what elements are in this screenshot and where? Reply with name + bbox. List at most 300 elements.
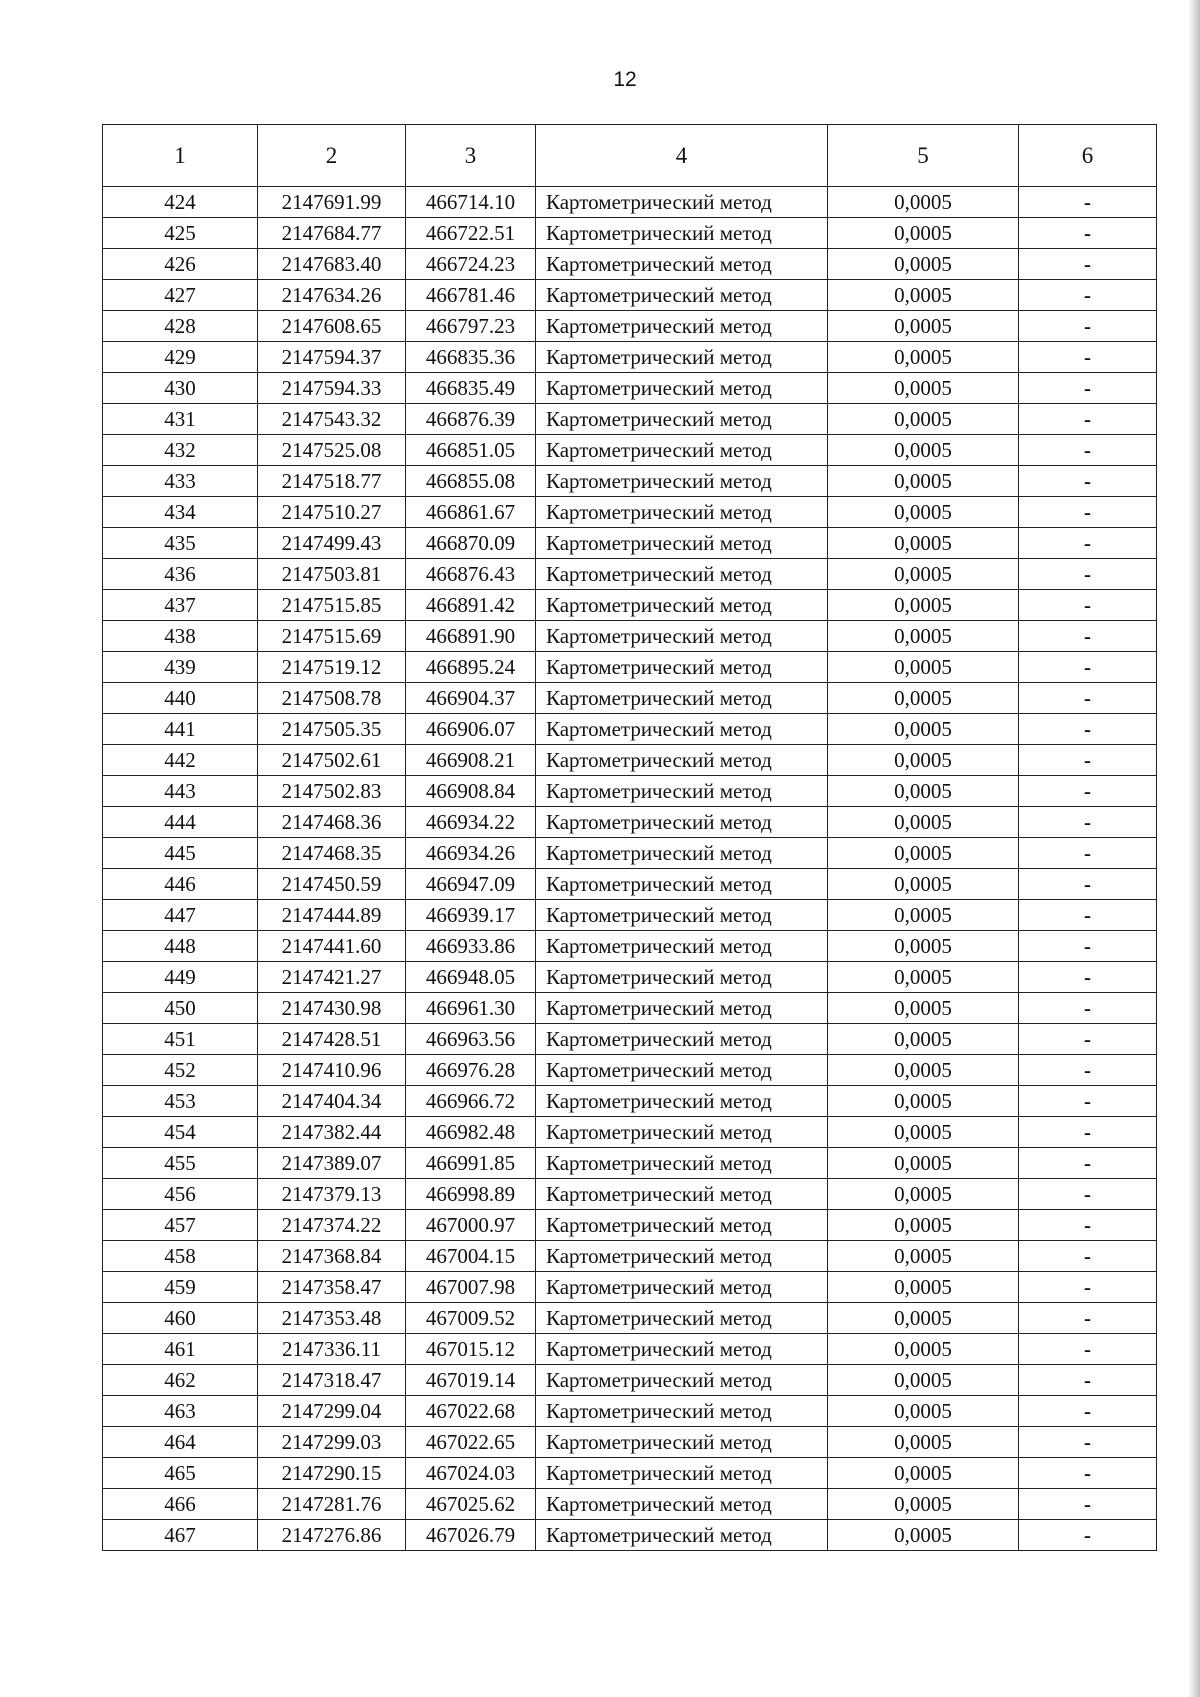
table-row xyxy=(103,776,1157,807)
cell-accuracy: 0,0005 xyxy=(828,1365,1019,1396)
cell-note: - xyxy=(1019,993,1157,1024)
cell-y-coordinate: 467007.98 xyxy=(406,1272,536,1303)
cell-x-coordinate: 2147428.51 xyxy=(258,1024,406,1055)
cell-y-coordinate: 466908.21 xyxy=(406,745,536,776)
cell-accuracy: 0,0005 xyxy=(828,559,1019,590)
cell-point-number: 443 xyxy=(103,776,258,807)
cell-point-number: 444 xyxy=(103,807,258,838)
table-row xyxy=(103,838,1157,869)
cell-y-coordinate: 466870.09 xyxy=(406,528,536,559)
cell-point-number: 456 xyxy=(103,1179,258,1210)
cell-note: - xyxy=(1019,590,1157,621)
cell-x-coordinate: 2147299.04 xyxy=(258,1396,406,1427)
cell-x-coordinate: 2147382.44 xyxy=(258,1117,406,1148)
scan-edge xyxy=(1188,0,1200,1697)
cell-point-number: 428 xyxy=(103,311,258,342)
cell-x-coordinate: 2147389.07 xyxy=(258,1148,406,1179)
table-row xyxy=(103,931,1157,962)
cell-note: - xyxy=(1019,838,1157,869)
cell-point-number: 437 xyxy=(103,590,258,621)
cell-method: Картометрический метод xyxy=(536,187,828,218)
cell-point-number: 438 xyxy=(103,621,258,652)
cell-x-coordinate: 2147281.76 xyxy=(258,1489,406,1520)
cell-method: Картометрический метод xyxy=(536,497,828,528)
table-row xyxy=(103,1334,1157,1365)
cell-method: Картометрический метод xyxy=(536,435,828,466)
cell-accuracy: 0,0005 xyxy=(828,1179,1019,1210)
cell-y-coordinate: 466904.37 xyxy=(406,683,536,714)
cell-method: Картометрический метод xyxy=(536,1427,828,1458)
cell-point-number: 430 xyxy=(103,373,258,404)
cell-x-coordinate: 2147691.99 xyxy=(258,187,406,218)
cell-y-coordinate: 466982.48 xyxy=(406,1117,536,1148)
cell-y-coordinate: 466963.56 xyxy=(406,1024,536,1055)
cell-x-coordinate: 2147508.78 xyxy=(258,683,406,714)
cell-method: Картометрический метод xyxy=(536,652,828,683)
cell-y-coordinate: 466991.85 xyxy=(406,1148,536,1179)
cell-note: - xyxy=(1019,683,1157,714)
cell-point-number: 462 xyxy=(103,1365,258,1396)
cell-note: - xyxy=(1019,1520,1157,1551)
cell-note: - xyxy=(1019,776,1157,807)
cell-point-number: 458 xyxy=(103,1241,258,1272)
cell-note: - xyxy=(1019,1179,1157,1210)
cell-y-coordinate: 466933.86 xyxy=(406,931,536,962)
cell-point-number: 463 xyxy=(103,1396,258,1427)
cell-y-coordinate: 467022.65 xyxy=(406,1427,536,1458)
cell-point-number: 440 xyxy=(103,683,258,714)
cell-note: - xyxy=(1019,559,1157,590)
cell-point-number: 457 xyxy=(103,1210,258,1241)
table-row xyxy=(103,404,1157,435)
cell-y-coordinate: 466998.89 xyxy=(406,1179,536,1210)
cell-x-coordinate: 2147594.37 xyxy=(258,342,406,373)
header-col-1: 1 xyxy=(103,125,258,187)
cell-y-coordinate: 466976.28 xyxy=(406,1055,536,1086)
cell-note: - xyxy=(1019,1396,1157,1427)
cell-point-number: 436 xyxy=(103,559,258,590)
cell-accuracy: 0,0005 xyxy=(828,466,1019,497)
cell-note: - xyxy=(1019,1427,1157,1458)
cell-method: Картометрический метод xyxy=(536,1086,828,1117)
cell-point-number: 465 xyxy=(103,1458,258,1489)
cell-method: Картометрический метод xyxy=(536,590,828,621)
cell-accuracy: 0,0005 xyxy=(828,1520,1019,1551)
cell-method: Картометрический метод xyxy=(536,621,828,652)
cell-x-coordinate: 2147543.32 xyxy=(258,404,406,435)
cell-method: Картометрический метод xyxy=(536,559,828,590)
cell-point-number: 455 xyxy=(103,1148,258,1179)
cell-note: - xyxy=(1019,249,1157,280)
cell-accuracy: 0,0005 xyxy=(828,869,1019,900)
cell-point-number: 446 xyxy=(103,869,258,900)
cell-note: - xyxy=(1019,280,1157,311)
cell-accuracy: 0,0005 xyxy=(828,1334,1019,1365)
cell-point-number: 464 xyxy=(103,1427,258,1458)
cell-method: Картометрический метод xyxy=(536,528,828,559)
cell-y-coordinate: 467004.15 xyxy=(406,1241,536,1272)
cell-note: - xyxy=(1019,1117,1157,1148)
cell-point-number: 441 xyxy=(103,714,258,745)
cell-method: Картометрический метод xyxy=(536,1272,828,1303)
cell-x-coordinate: 2147379.13 xyxy=(258,1179,406,1210)
cell-method: Картометрический метод xyxy=(536,404,828,435)
table-row xyxy=(103,1117,1157,1148)
cell-accuracy: 0,0005 xyxy=(828,683,1019,714)
cell-accuracy: 0,0005 xyxy=(828,652,1019,683)
cell-accuracy: 0,0005 xyxy=(828,218,1019,249)
cell-point-number: 459 xyxy=(103,1272,258,1303)
table-row xyxy=(103,1489,1157,1520)
cell-point-number: 433 xyxy=(103,466,258,497)
cell-x-coordinate: 2147608.65 xyxy=(258,311,406,342)
cell-method: Картометрический метод xyxy=(536,466,828,497)
cell-method: Картометрический метод xyxy=(536,1179,828,1210)
cell-method: Картометрический метод xyxy=(536,1303,828,1334)
cell-note: - xyxy=(1019,466,1157,497)
table-row xyxy=(103,1210,1157,1241)
cell-note: - xyxy=(1019,528,1157,559)
cell-accuracy: 0,0005 xyxy=(828,838,1019,869)
table-row xyxy=(103,1396,1157,1427)
cell-y-coordinate: 467019.14 xyxy=(406,1365,536,1396)
cell-accuracy: 0,0005 xyxy=(828,342,1019,373)
cell-x-coordinate: 2147444.89 xyxy=(258,900,406,931)
table-row xyxy=(103,900,1157,931)
cell-accuracy: 0,0005 xyxy=(828,931,1019,962)
cell-point-number: 461 xyxy=(103,1334,258,1365)
cell-note: - xyxy=(1019,1086,1157,1117)
table-row xyxy=(103,528,1157,559)
cell-x-coordinate: 2147510.27 xyxy=(258,497,406,528)
cell-x-coordinate: 2147358.47 xyxy=(258,1272,406,1303)
table-row xyxy=(103,249,1157,280)
cell-accuracy: 0,0005 xyxy=(828,497,1019,528)
cell-method: Картометрический метод xyxy=(536,1024,828,1055)
table-row xyxy=(103,342,1157,373)
cell-y-coordinate: 466781.46 xyxy=(406,280,536,311)
cell-note: - xyxy=(1019,1458,1157,1489)
table-row xyxy=(103,652,1157,683)
cell-accuracy: 0,0005 xyxy=(828,528,1019,559)
cell-note: - xyxy=(1019,497,1157,528)
cell-note: - xyxy=(1019,1272,1157,1303)
cell-accuracy: 0,0005 xyxy=(828,1148,1019,1179)
table-row xyxy=(103,218,1157,249)
cell-note: - xyxy=(1019,218,1157,249)
cell-x-coordinate: 2147468.36 xyxy=(258,807,406,838)
cell-accuracy: 0,0005 xyxy=(828,590,1019,621)
table-row xyxy=(103,590,1157,621)
cell-method: Картометрический метод xyxy=(536,373,828,404)
cell-method: Картометрический метод xyxy=(536,1148,828,1179)
cell-point-number: 434 xyxy=(103,497,258,528)
cell-x-coordinate: 2147368.84 xyxy=(258,1241,406,1272)
cell-x-coordinate: 2147503.81 xyxy=(258,559,406,590)
cell-y-coordinate: 467000.97 xyxy=(406,1210,536,1241)
cell-x-coordinate: 2147518.77 xyxy=(258,466,406,497)
table-row xyxy=(103,373,1157,404)
table-row xyxy=(103,1179,1157,1210)
cell-accuracy: 0,0005 xyxy=(828,962,1019,993)
cell-x-coordinate: 2147525.08 xyxy=(258,435,406,466)
cell-x-coordinate: 2147505.35 xyxy=(258,714,406,745)
cell-accuracy: 0,0005 xyxy=(828,807,1019,838)
cell-x-coordinate: 2147404.34 xyxy=(258,1086,406,1117)
cell-point-number: 448 xyxy=(103,931,258,962)
cell-y-coordinate: 466895.24 xyxy=(406,652,536,683)
cell-x-coordinate: 2147515.85 xyxy=(258,590,406,621)
cell-method: Картометрический метод xyxy=(536,776,828,807)
cell-accuracy: 0,0005 xyxy=(828,373,1019,404)
cell-accuracy: 0,0005 xyxy=(828,1210,1019,1241)
table-row xyxy=(103,1365,1157,1396)
cell-method: Картометрический метод xyxy=(536,342,828,373)
cell-x-coordinate: 2147684.77 xyxy=(258,218,406,249)
cell-x-coordinate: 2147336.11 xyxy=(258,1334,406,1365)
table-row xyxy=(103,1024,1157,1055)
cell-y-coordinate: 467024.03 xyxy=(406,1458,536,1489)
cell-x-coordinate: 2147276.86 xyxy=(258,1520,406,1551)
cell-note: - xyxy=(1019,807,1157,838)
cell-note: - xyxy=(1019,1055,1157,1086)
cell-point-number: 447 xyxy=(103,900,258,931)
cell-note: - xyxy=(1019,714,1157,745)
cell-y-coordinate: 466876.39 xyxy=(406,404,536,435)
cell-x-coordinate: 2147299.03 xyxy=(258,1427,406,1458)
cell-x-coordinate: 2147374.22 xyxy=(258,1210,406,1241)
cell-note: - xyxy=(1019,621,1157,652)
cell-accuracy: 0,0005 xyxy=(828,1055,1019,1086)
cell-method: Картометрический метод xyxy=(536,280,828,311)
cell-y-coordinate: 466908.84 xyxy=(406,776,536,807)
cell-method: Картометрический метод xyxy=(536,1396,828,1427)
cell-y-coordinate: 466835.49 xyxy=(406,373,536,404)
table-body xyxy=(103,187,1157,1551)
cell-x-coordinate: 2147594.33 xyxy=(258,373,406,404)
cell-method: Картометрический метод xyxy=(536,218,828,249)
cell-x-coordinate: 2147353.48 xyxy=(258,1303,406,1334)
table-row xyxy=(103,497,1157,528)
cell-x-coordinate: 2147519.12 xyxy=(258,652,406,683)
cell-point-number: 460 xyxy=(103,1303,258,1334)
cell-x-coordinate: 2147441.60 xyxy=(258,931,406,962)
cell-y-coordinate: 466966.72 xyxy=(406,1086,536,1117)
cell-method: Картометрический метод xyxy=(536,1365,828,1396)
cell-point-number: 449 xyxy=(103,962,258,993)
cell-accuracy: 0,0005 xyxy=(828,1489,1019,1520)
cell-point-number: 427 xyxy=(103,280,258,311)
cell-accuracy: 0,0005 xyxy=(828,1024,1019,1055)
cell-y-coordinate: 466876.43 xyxy=(406,559,536,590)
cell-accuracy: 0,0005 xyxy=(828,280,1019,311)
cell-point-number: 432 xyxy=(103,435,258,466)
header-row xyxy=(103,125,1157,187)
cell-note: - xyxy=(1019,900,1157,931)
cell-point-number: 435 xyxy=(103,528,258,559)
cell-accuracy: 0,0005 xyxy=(828,1117,1019,1148)
cell-y-coordinate: 466891.90 xyxy=(406,621,536,652)
cell-point-number: 429 xyxy=(103,342,258,373)
table-row xyxy=(103,1427,1157,1458)
cell-x-coordinate: 2147410.96 xyxy=(258,1055,406,1086)
cell-x-coordinate: 2147421.27 xyxy=(258,962,406,993)
cell-accuracy: 0,0005 xyxy=(828,1396,1019,1427)
cell-y-coordinate: 466797.23 xyxy=(406,311,536,342)
cell-note: - xyxy=(1019,311,1157,342)
header-col-3: 3 xyxy=(406,125,536,187)
cell-point-number: 426 xyxy=(103,249,258,280)
cell-method: Картометрический метод xyxy=(536,838,828,869)
cell-point-number: 424 xyxy=(103,187,258,218)
table-row xyxy=(103,466,1157,497)
table-row xyxy=(103,1520,1157,1551)
table-row xyxy=(103,714,1157,745)
cell-accuracy: 0,0005 xyxy=(828,187,1019,218)
cell-accuracy: 0,0005 xyxy=(828,776,1019,807)
cell-note: - xyxy=(1019,1241,1157,1272)
cell-note: - xyxy=(1019,869,1157,900)
cell-accuracy: 0,0005 xyxy=(828,714,1019,745)
cell-note: - xyxy=(1019,187,1157,218)
cell-y-coordinate: 467025.62 xyxy=(406,1489,536,1520)
cell-x-coordinate: 2147290.15 xyxy=(258,1458,406,1489)
cell-accuracy: 0,0005 xyxy=(828,435,1019,466)
cell-point-number: 425 xyxy=(103,218,258,249)
cell-note: - xyxy=(1019,435,1157,466)
header-col-2: 2 xyxy=(258,125,406,187)
cell-note: - xyxy=(1019,1024,1157,1055)
table-row xyxy=(103,745,1157,776)
cell-x-coordinate: 2147634.26 xyxy=(258,280,406,311)
cell-point-number: 450 xyxy=(103,993,258,1024)
cell-note: - xyxy=(1019,1334,1157,1365)
cell-accuracy: 0,0005 xyxy=(828,1086,1019,1117)
cell-method: Картометрический метод xyxy=(536,869,828,900)
cell-x-coordinate: 2147502.83 xyxy=(258,776,406,807)
cell-y-coordinate: 466934.22 xyxy=(406,807,536,838)
cell-method: Картометрический метод xyxy=(536,962,828,993)
cell-point-number: 452 xyxy=(103,1055,258,1086)
cell-method: Картометрический метод xyxy=(536,1489,828,1520)
cell-note: - xyxy=(1019,931,1157,962)
cell-point-number: 466 xyxy=(103,1489,258,1520)
cell-method: Картометрический метод xyxy=(536,1210,828,1241)
table-row xyxy=(103,187,1157,218)
cell-y-coordinate: 467026.79 xyxy=(406,1520,536,1551)
table-row xyxy=(103,1303,1157,1334)
cell-accuracy: 0,0005 xyxy=(828,1241,1019,1272)
cell-accuracy: 0,0005 xyxy=(828,745,1019,776)
cell-method: Картометрический метод xyxy=(536,931,828,962)
header-col-4: 4 xyxy=(536,125,828,187)
cell-y-coordinate: 467015.12 xyxy=(406,1334,536,1365)
table-row xyxy=(103,807,1157,838)
table-row xyxy=(103,962,1157,993)
cell-method: Картометрический метод xyxy=(536,311,828,342)
cell-method: Картометрический метод xyxy=(536,1241,828,1272)
cell-y-coordinate: 467022.68 xyxy=(406,1396,536,1427)
cell-x-coordinate: 2147468.35 xyxy=(258,838,406,869)
table-row xyxy=(103,621,1157,652)
cell-point-number: 442 xyxy=(103,745,258,776)
header-col-5: 5 xyxy=(828,125,1019,187)
table-row xyxy=(103,683,1157,714)
table-row xyxy=(103,993,1157,1024)
cell-point-number: 431 xyxy=(103,404,258,435)
cell-method: Картометрический метод xyxy=(536,1458,828,1489)
cell-accuracy: 0,0005 xyxy=(828,621,1019,652)
coordinates-table xyxy=(102,124,1157,1551)
cell-method: Картометрический метод xyxy=(536,714,828,745)
cell-y-coordinate: 466724.23 xyxy=(406,249,536,280)
cell-x-coordinate: 2147318.47 xyxy=(258,1365,406,1396)
cell-method: Картометрический метод xyxy=(536,683,828,714)
cell-x-coordinate: 2147515.69 xyxy=(258,621,406,652)
cell-y-coordinate: 466906.07 xyxy=(406,714,536,745)
cell-method: Картометрический метод xyxy=(536,1055,828,1086)
cell-method: Картометрический метод xyxy=(536,745,828,776)
cell-x-coordinate: 2147430.98 xyxy=(258,993,406,1024)
cell-method: Картометрический метод xyxy=(536,993,828,1024)
table-row xyxy=(103,1148,1157,1179)
cell-y-coordinate: 466934.26 xyxy=(406,838,536,869)
cell-accuracy: 0,0005 xyxy=(828,1458,1019,1489)
cell-note: - xyxy=(1019,1303,1157,1334)
cell-note: - xyxy=(1019,342,1157,373)
cell-accuracy: 0,0005 xyxy=(828,1272,1019,1303)
cell-accuracy: 0,0005 xyxy=(828,1427,1019,1458)
table-row xyxy=(103,311,1157,342)
cell-method: Картометрический метод xyxy=(536,807,828,838)
table-row xyxy=(103,559,1157,590)
cell-point-number: 439 xyxy=(103,652,258,683)
cell-note: - xyxy=(1019,1148,1157,1179)
table-row xyxy=(103,1458,1157,1489)
cell-note: - xyxy=(1019,652,1157,683)
cell-accuracy: 0,0005 xyxy=(828,404,1019,435)
cell-accuracy: 0,0005 xyxy=(828,900,1019,931)
header-col-6: 6 xyxy=(1019,125,1157,187)
cell-y-coordinate: 466714.10 xyxy=(406,187,536,218)
cell-x-coordinate: 2147683.40 xyxy=(258,249,406,280)
table-row xyxy=(103,1055,1157,1086)
cell-x-coordinate: 2147502.61 xyxy=(258,745,406,776)
cell-y-coordinate: 466722.51 xyxy=(406,218,536,249)
page-number: 12 xyxy=(613,68,637,91)
cell-point-number: 467 xyxy=(103,1520,258,1551)
table-row xyxy=(103,1086,1157,1117)
cell-y-coordinate: 466861.67 xyxy=(406,497,536,528)
cell-accuracy: 0,0005 xyxy=(828,311,1019,342)
cell-method: Картометрический метод xyxy=(536,249,828,280)
cell-y-coordinate: 466891.42 xyxy=(406,590,536,621)
cell-point-number: 454 xyxy=(103,1117,258,1148)
cell-x-coordinate: 2147450.59 xyxy=(258,869,406,900)
table-row xyxy=(103,280,1157,311)
cell-y-coordinate: 466835.36 xyxy=(406,342,536,373)
cell-accuracy: 0,0005 xyxy=(828,249,1019,280)
cell-y-coordinate: 466947.09 xyxy=(406,869,536,900)
cell-accuracy: 0,0005 xyxy=(828,1303,1019,1334)
cell-note: - xyxy=(1019,404,1157,435)
table-row xyxy=(103,435,1157,466)
cell-method: Картометрический метод xyxy=(536,1334,828,1365)
cell-y-coordinate: 467009.52 xyxy=(406,1303,536,1334)
cell-method: Картометрический метод xyxy=(536,1117,828,1148)
cell-method: Картометрический метод xyxy=(536,1520,828,1551)
cell-y-coordinate: 466939.17 xyxy=(406,900,536,931)
